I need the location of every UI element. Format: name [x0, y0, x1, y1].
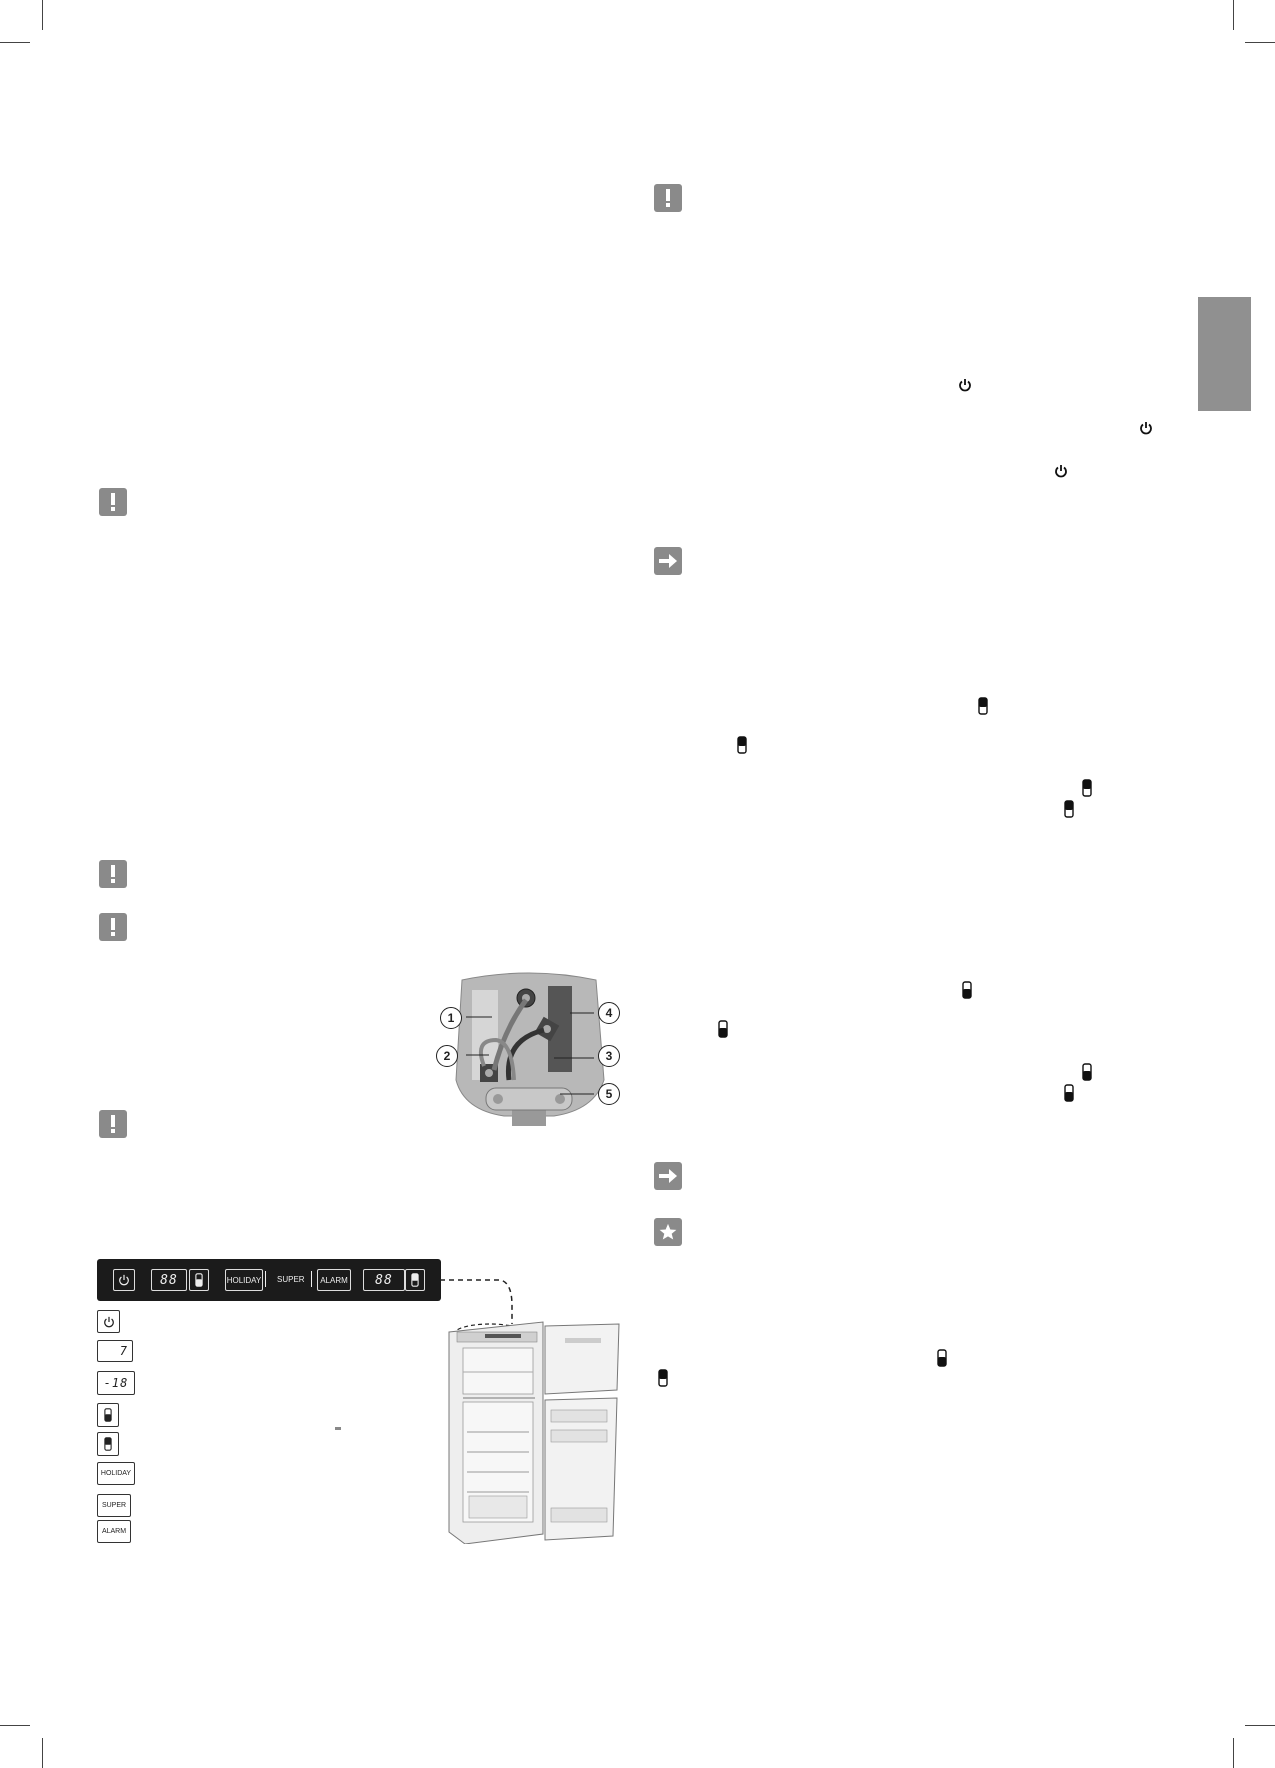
freezer-compartment-icon	[411, 1273, 419, 1287]
freezer-compartment-icon	[104, 1437, 112, 1451]
fridge-temp-display: 88	[151, 1269, 187, 1291]
legend-super: SUPER	[97, 1494, 131, 1517]
freezer-compartment-icon	[737, 736, 747, 754]
crop-mark	[42, 1738, 43, 1768]
fridge-compartment-icon	[937, 1349, 947, 1367]
super-button[interactable]: SUPER	[277, 1275, 305, 1284]
freezer-compartment-icon	[658, 1369, 668, 1387]
refrigerator-illustration	[445, 1318, 622, 1544]
legend-freezer-compartment	[97, 1432, 119, 1456]
freezer-compartment-icon	[1082, 779, 1092, 797]
fridge-compartment-icon	[104, 1408, 112, 1422]
crop-mark	[1245, 1725, 1275, 1726]
crop-mark	[0, 42, 30, 43]
callout-3: 3	[598, 1045, 620, 1067]
side-tab	[1198, 297, 1251, 411]
power-icon	[103, 1316, 115, 1328]
fridge-compartment-icon	[1082, 1063, 1092, 1081]
callout-5: 5	[598, 1083, 620, 1105]
holiday-button[interactable]: HOLIDAY	[225, 1269, 263, 1291]
freezer-compartment-button[interactable]	[405, 1269, 425, 1291]
arrow-right-icon	[654, 547, 682, 575]
power-icon	[118, 1274, 130, 1286]
crop-mark	[1233, 1738, 1234, 1768]
freezer-temp-display: 88	[363, 1269, 405, 1291]
power-button[interactable]	[113, 1269, 135, 1291]
freezer-compartment-icon	[978, 697, 988, 715]
warning-icon	[99, 913, 127, 941]
crop-mark	[1233, 0, 1234, 30]
power-icon	[1054, 464, 1068, 478]
power-icon	[1139, 421, 1153, 435]
fridge-compartment-icon	[195, 1273, 203, 1287]
stray-mark	[335, 1427, 341, 1430]
plug-wiring-diagram	[434, 970, 624, 1126]
crop-mark	[42, 0, 43, 30]
callout-2: 2	[436, 1045, 458, 1067]
alarm-button[interactable]: ALARM	[317, 1269, 351, 1291]
crop-mark	[1245, 42, 1275, 43]
legend-power-button	[97, 1310, 120, 1333]
fridge-compartment-icon	[962, 981, 972, 999]
legend-freezer-temp: -18	[97, 1371, 135, 1395]
warning-icon	[99, 860, 127, 888]
warning-icon	[99, 1110, 127, 1138]
fridge-compartment-icon	[1064, 1084, 1074, 1102]
divider	[311, 1271, 312, 1287]
control-panel	[97, 1259, 441, 1301]
callout-1: 1	[440, 1007, 462, 1029]
star-icon	[654, 1218, 682, 1246]
warning-icon	[654, 184, 682, 212]
freezer-compartment-icon	[1064, 800, 1074, 818]
legend-holiday: HOLIDAY	[97, 1462, 135, 1485]
power-icon	[958, 378, 972, 392]
callout-4: 4	[598, 1002, 620, 1024]
fridge-compartment-icon	[718, 1020, 728, 1038]
legend-alarm: ALARM	[97, 1520, 131, 1543]
legend-fridge-compartment	[97, 1403, 119, 1427]
legend-fridge-temp: 7	[97, 1340, 133, 1362]
warning-icon	[99, 488, 127, 516]
arrow-right-icon	[654, 1162, 682, 1190]
divider	[265, 1271, 266, 1287]
crop-mark	[0, 1725, 30, 1726]
fridge-compartment-button[interactable]	[189, 1269, 209, 1291]
